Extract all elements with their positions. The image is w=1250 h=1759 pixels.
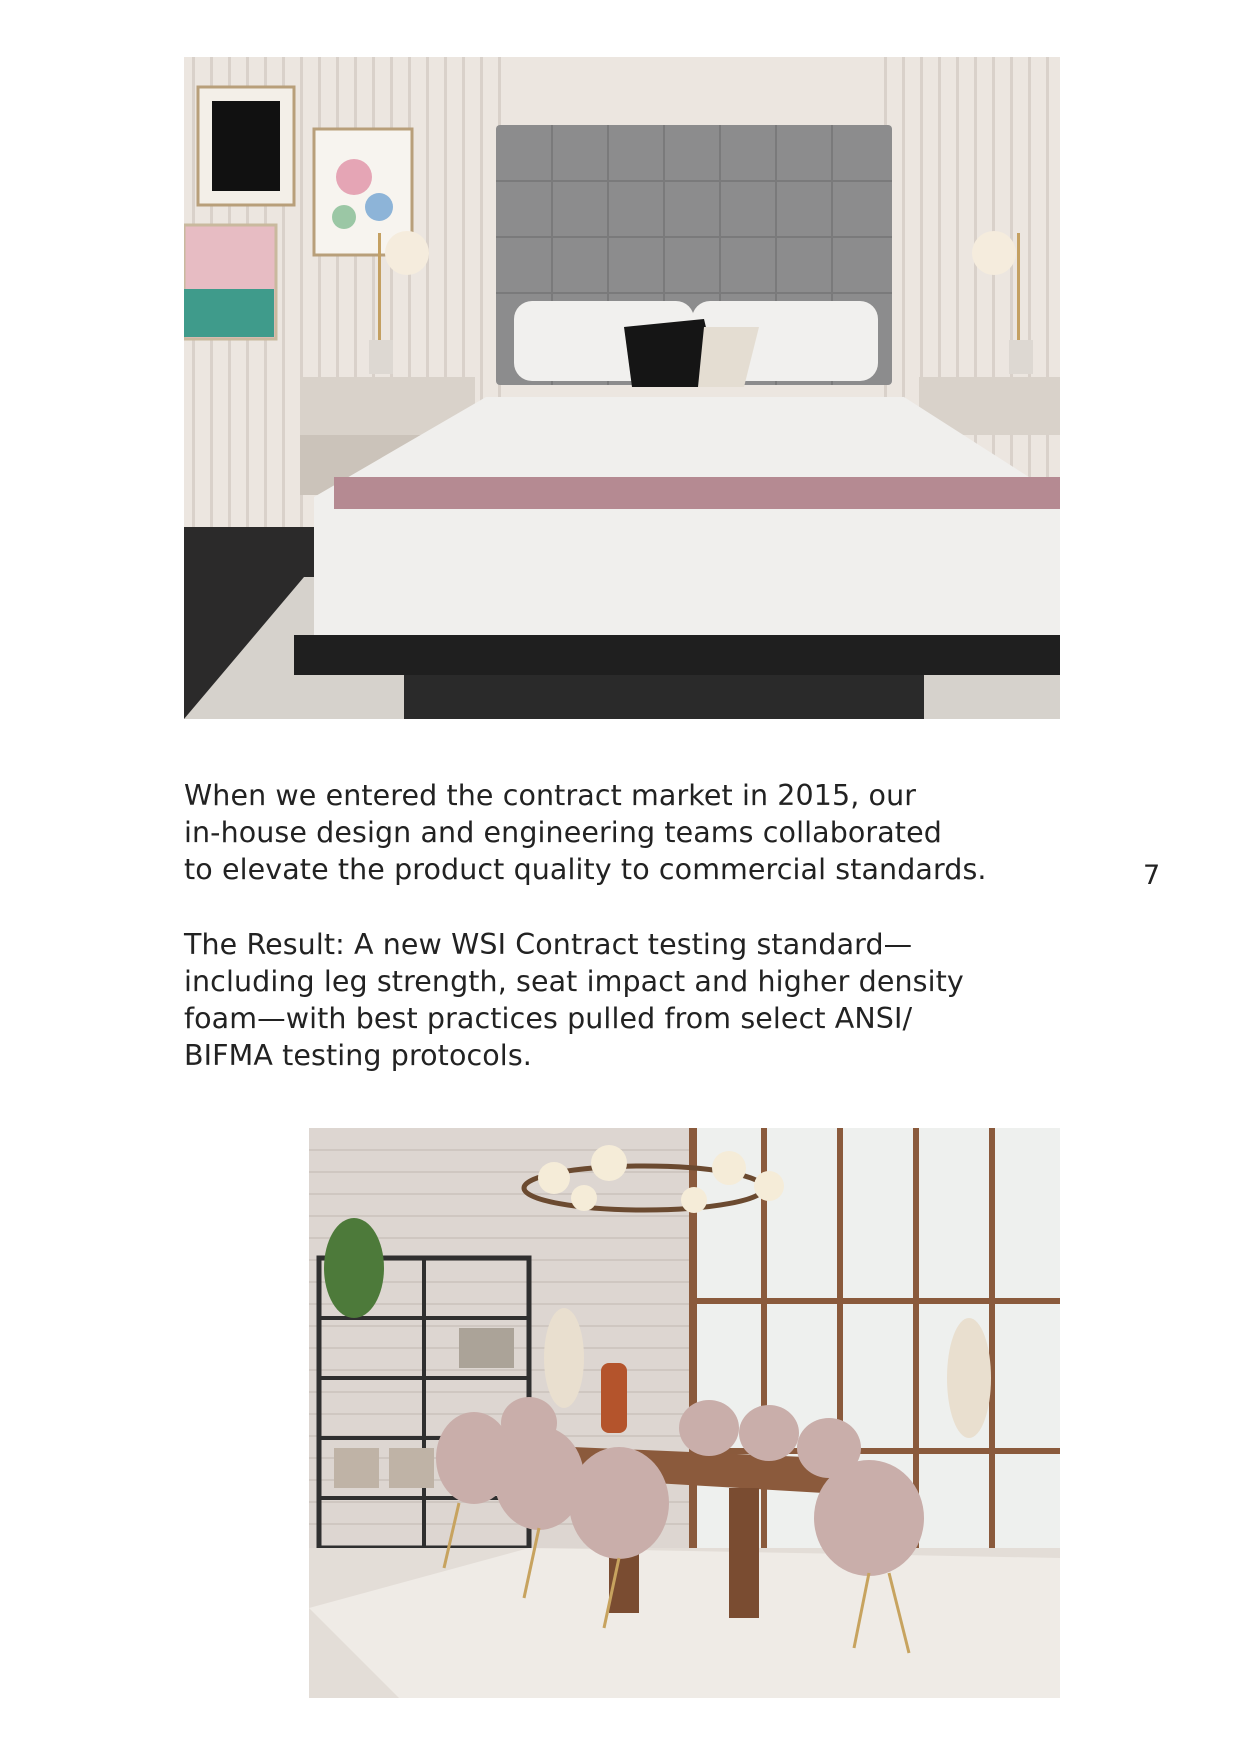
intro-paragraph — [184, 777, 1044, 888]
paragraph-line: to elevate the product quality to commercial standards. — [184, 853, 987, 886]
bedroom-photo — [184, 57, 1060, 719]
paragraph-line: BIFMA testing protocols. — [184, 1039, 532, 1072]
page-number: 7 — [1143, 860, 1161, 891]
paragraph-line: foam—with best practices pulled from select ANSI/ — [184, 1002, 913, 1035]
dining-room-photo — [309, 1128, 1060, 1698]
paragraph-line: in-house design and engineering teams collaborated — [184, 816, 942, 849]
paragraph-line: The Result: A new WSI Contract testing standard— — [184, 928, 913, 961]
result-paragraph — [184, 926, 1044, 1074]
paragraph-line: When we entered the contract market in 2015, our — [184, 779, 917, 812]
paragraph-line: including leg strength, seat impact and higher density — [184, 965, 964, 998]
